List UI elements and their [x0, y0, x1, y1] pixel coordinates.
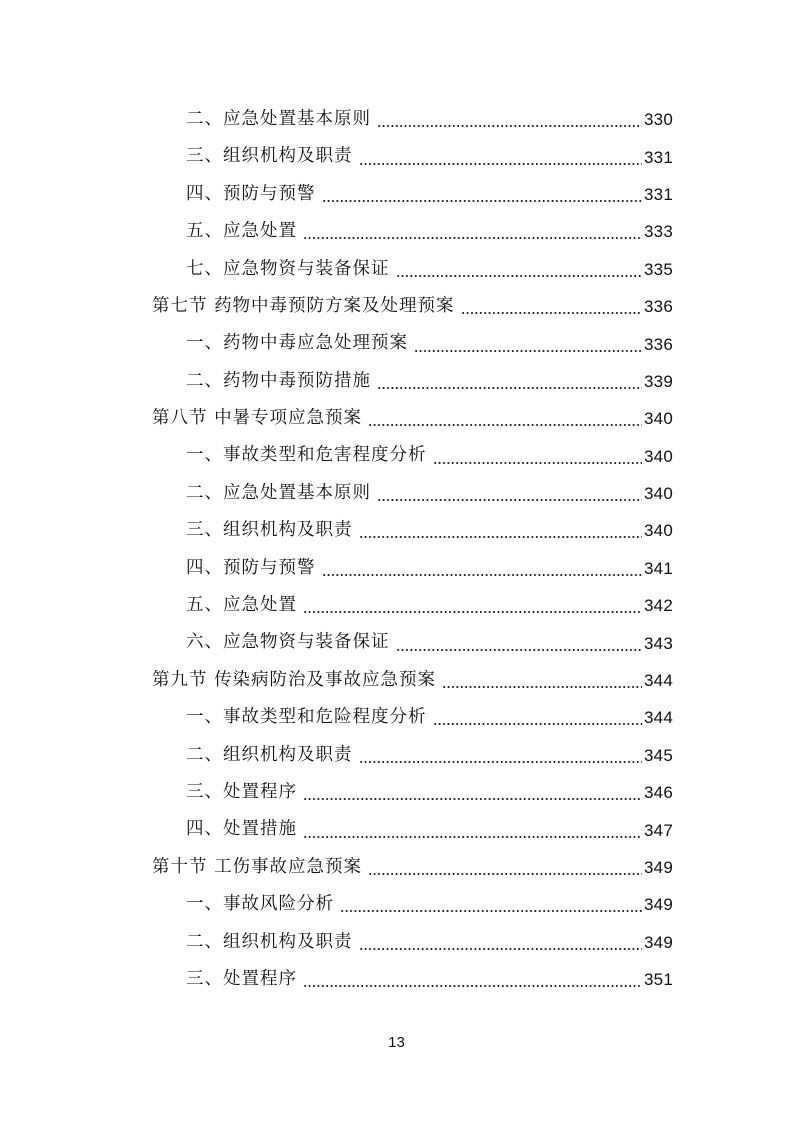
toc-entry-title: 三、组织机构及职责: [186, 520, 353, 541]
toc-entry-title: 二、组织机构及职责: [186, 931, 353, 952]
toc-subsection-entry[interactable]: [0, 587, 793, 624]
toc-subsection-entry[interactable]: [0, 737, 793, 774]
toc-entry-title: 四、预防与预警: [186, 183, 316, 204]
toc-subsection-entry[interactable]: [0, 774, 793, 811]
toc-entry-title: 一、事故类型和危害程度分析: [186, 445, 427, 466]
toc-entry-page: 349: [644, 858, 673, 877]
toc-entry-page: 340: [644, 446, 673, 466]
toc-entry-title: 二、应急处置基本原则: [186, 108, 371, 129]
dot-leader: [303, 971, 642, 988]
toc-entry-page: 346: [644, 783, 673, 803]
toc-entry-title: 六、应急物资与装备保证: [186, 632, 390, 653]
toc-entry-page: 349: [644, 932, 673, 952]
toc-entry-title: 一、事故类型和危险程度分析: [186, 707, 427, 728]
toc-subsection-entry[interactable]: [0, 475, 793, 512]
toc-subsection-entry[interactable]: [0, 176, 793, 213]
toc-entry-page: 339: [644, 371, 673, 391]
page-number: 13: [388, 1034, 405, 1051]
toc-subsection-entry[interactable]: [0, 699, 793, 736]
toc-subsection-entry[interactable]: [0, 251, 793, 288]
toc-entry-page: 341: [644, 558, 673, 578]
dot-leader: [359, 934, 643, 951]
dot-leader: [377, 485, 642, 502]
toc-subsection-entry[interactable]: [0, 363, 793, 400]
toc-subsection-entry[interactable]: [0, 924, 793, 961]
toc-entry-page: 342: [644, 596, 673, 616]
toc-subsection-entry[interactable]: [0, 138, 793, 175]
toc-entry-page: 336: [644, 334, 673, 354]
toc-entry-page: 347: [644, 820, 673, 840]
toc-entry-title: 第八节 中暑专项应急预案: [152, 408, 363, 429]
toc-entry-page: 336: [644, 297, 673, 317]
toc-subsection-entry[interactable]: [0, 325, 793, 362]
dot-leader: [359, 522, 643, 539]
toc-entry-title: 第九节 传染病防治及事故应急预案: [152, 669, 437, 690]
toc-subsection-entry[interactable]: [0, 213, 793, 250]
dot-leader: [368, 410, 642, 427]
toc-subsection-entry[interactable]: [0, 101, 793, 138]
toc-entry-title: 三、处置程序: [186, 781, 297, 802]
toc-entry-page: 351: [644, 970, 673, 990]
toc-entry-title: 四、预防与预警: [186, 557, 316, 578]
dot-leader: [433, 448, 643, 465]
dot-leader: [322, 560, 643, 577]
toc-entry-page: 349: [644, 895, 673, 915]
toc-entry-title: 第十节 工伤事故应急预案: [152, 856, 363, 877]
toc-entry-title: 七、应急物资与装备保证: [186, 258, 390, 279]
dot-leader: [396, 635, 643, 652]
toc-subsection-entry[interactable]: [0, 961, 793, 998]
toc-entry-page: 331: [644, 184, 673, 204]
toc-entry-page: 335: [644, 259, 673, 279]
toc-section-entry[interactable]: [0, 400, 793, 437]
toc-entry-title: 二、应急处置基本原则: [186, 482, 371, 503]
toc-entry-page: 333: [644, 222, 673, 242]
toc-entry-page: 340: [644, 409, 673, 429]
dot-leader: [359, 747, 643, 764]
dot-leader: [414, 336, 642, 353]
dot-leader: [396, 261, 643, 278]
toc-entry-title: 五、应急处置: [186, 595, 297, 616]
toc-entry-title: 二、药物中毒预防措施: [186, 370, 371, 391]
dot-leader: [442, 672, 642, 689]
toc-entry-title: 二、组织机构及职责: [186, 744, 353, 765]
dot-leader: [303, 223, 642, 240]
toc-entry-page: 331: [644, 147, 673, 167]
toc-entry-page: 344: [644, 708, 673, 728]
dot-leader: [377, 111, 642, 128]
toc-subsection-entry[interactable]: [0, 550, 793, 587]
toc-subsection-entry[interactable]: [0, 438, 793, 475]
toc-entry-title: 一、事故风险分析: [186, 894, 334, 915]
toc-entry-page: 343: [644, 633, 673, 653]
toc-entry-page: 345: [644, 745, 673, 765]
toc-entry-title: 三、组织机构及职责: [186, 146, 353, 167]
toc-entry-page: 340: [644, 521, 673, 541]
dot-leader: [340, 896, 642, 913]
dot-leader: [377, 373, 642, 390]
dot-leader: [359, 149, 643, 166]
dot-leader: [322, 186, 643, 203]
dot-leader: [303, 597, 642, 614]
toc-subsection-entry[interactable]: [0, 811, 793, 848]
toc-entry-title: 第七节 药物中毒预防方案及处理预案: [152, 295, 455, 316]
dot-leader: [433, 709, 643, 726]
dot-leader: [303, 784, 642, 801]
toc-entry-title: 一、药物中毒应急处理预案: [186, 333, 408, 354]
toc-subsection-entry[interactable]: [0, 512, 793, 549]
toc-section-entry[interactable]: [0, 849, 793, 886]
toc-section-entry[interactable]: [0, 662, 793, 699]
toc-entry-title: 四、处置措施: [186, 819, 297, 840]
dot-leader: [368, 859, 642, 876]
toc-section-entry[interactable]: [0, 288, 793, 325]
toc-entry-title: 三、处置程序: [186, 968, 297, 989]
toc-entry-title: 五、应急处置: [186, 221, 297, 242]
dot-leader: [303, 822, 642, 839]
toc-subsection-entry[interactable]: [0, 624, 793, 661]
dot-leader: [461, 298, 642, 315]
toc-entry-page: 330: [644, 110, 673, 130]
toc-entry-page: 344: [644, 671, 673, 691]
table-of-contents: [0, 101, 793, 998]
toc-entry-page: 340: [644, 484, 673, 504]
toc-subsection-entry[interactable]: [0, 886, 793, 923]
